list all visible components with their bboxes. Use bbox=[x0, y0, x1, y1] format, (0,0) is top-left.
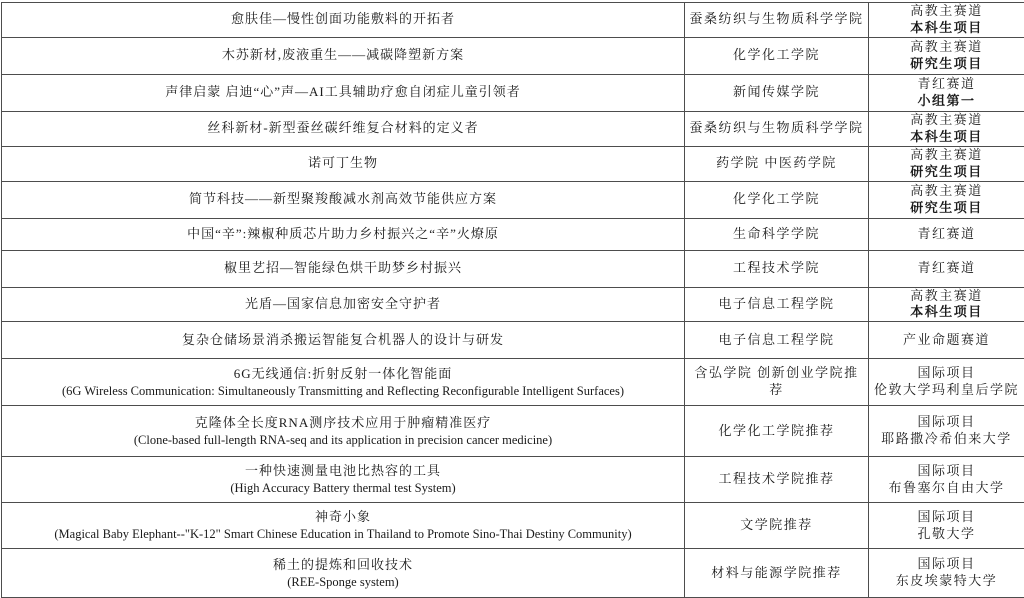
track-cell bbox=[869, 146, 1024, 181]
track-cell bbox=[869, 406, 1024, 457]
project-title-en: (REE-Sponge system) bbox=[6, 574, 680, 590]
project-cell bbox=[2, 74, 685, 111]
track-line-1: 青红赛道 bbox=[873, 226, 1020, 243]
table-row bbox=[2, 250, 1024, 287]
track-line-2: 布鲁塞尔自由大学 bbox=[873, 480, 1020, 497]
project-title-zh: 稀土的提炼和回收技术 bbox=[6, 557, 680, 574]
college-cell: 药学院 中医药学院 bbox=[685, 146, 869, 181]
project-cell bbox=[2, 3, 685, 38]
track-cell bbox=[869, 287, 1024, 322]
track-line-2: 研究生项目 bbox=[873, 200, 1020, 217]
track-cell bbox=[869, 3, 1024, 38]
project-title-zh: 复杂仓储场景消杀搬运智能复合机器人的设计与研发 bbox=[6, 332, 680, 349]
project-cell bbox=[2, 250, 685, 287]
college-cell: 工程技术学院 bbox=[685, 250, 869, 287]
table-row bbox=[2, 406, 1024, 457]
college-cell: 化学化工学院 bbox=[685, 37, 869, 74]
project-cell bbox=[2, 322, 685, 359]
track-line-1: 国际项目 bbox=[873, 556, 1020, 573]
table-row bbox=[2, 359, 1024, 406]
project-title-zh: 声律启蒙 启迪“心”声—AI工具辅助疗愈自闭症儿童引领者 bbox=[6, 84, 680, 101]
project-cell bbox=[2, 111, 685, 146]
college-cell: 材料与能源学院推荐 bbox=[685, 549, 869, 598]
project-title-zh: 一种快速测量电池比热容的工具 bbox=[6, 463, 680, 480]
project-title-zh: 木苏新材,废液重生——减碳降塑新方案 bbox=[6, 47, 680, 64]
table-row bbox=[2, 181, 1024, 218]
project-cell bbox=[2, 406, 685, 457]
track-line-1: 青红赛道 bbox=[873, 76, 1020, 93]
track-cell bbox=[869, 111, 1024, 146]
track-cell bbox=[869, 181, 1024, 218]
project-cell bbox=[2, 37, 685, 74]
project-title-zh: 诺可丁生物 bbox=[6, 155, 680, 172]
track-cell bbox=[869, 250, 1024, 287]
college-cell: 生命科学学院 bbox=[685, 218, 869, 250]
track-line-2: 本科生项目 bbox=[873, 129, 1020, 146]
college-cell: 蚕桑纺织与生物质科学学院 bbox=[685, 3, 869, 38]
track-line-2: 东皮埃蒙特大学 bbox=[873, 573, 1020, 590]
project-cell bbox=[2, 503, 685, 549]
project-title-zh: 中国“辛”:辣椒种质芯片助力乡村振兴之“辛”火燎原 bbox=[6, 226, 680, 243]
track-cell bbox=[869, 74, 1024, 111]
project-title-zh: 6G无线通信:折射反射一体化智能面 bbox=[6, 366, 680, 383]
project-cell bbox=[2, 457, 685, 503]
track-line-1: 国际项目 bbox=[873, 365, 1020, 382]
track-line-1: 国际项目 bbox=[873, 509, 1020, 526]
track-line-1: 高教主赛道 bbox=[873, 288, 1020, 305]
project-title-zh: 椒里艺招—智能绿色烘干助梦乡村振兴 bbox=[6, 260, 680, 277]
track-line-1: 高教主赛道 bbox=[873, 39, 1020, 56]
track-line-1: 高教主赛道 bbox=[873, 147, 1020, 164]
college-cell: 文学院推荐 bbox=[685, 503, 869, 549]
track-line-1: 高教主赛道 bbox=[873, 183, 1020, 200]
track-line-1: 国际项目 bbox=[873, 414, 1020, 431]
table-row bbox=[2, 457, 1024, 503]
college-cell: 含弘学院 创新创业学院推荐 bbox=[685, 359, 869, 406]
track-cell bbox=[869, 322, 1024, 359]
table-row bbox=[2, 287, 1024, 322]
table-row bbox=[2, 74, 1024, 111]
project-award-table bbox=[1, 2, 1024, 598]
project-cell bbox=[2, 218, 685, 250]
track-line-1: 青红赛道 bbox=[873, 260, 1020, 277]
college-cell: 蚕桑纺织与生物质科学学院 bbox=[685, 111, 869, 146]
table-row bbox=[2, 37, 1024, 74]
table-row bbox=[2, 549, 1024, 598]
project-cell bbox=[2, 549, 685, 598]
project-title-en: (High Accuracy Battery thermal test System) bbox=[6, 480, 680, 496]
project-title-zh: 光盾—国家信息加密安全守护者 bbox=[6, 296, 680, 313]
table-row bbox=[2, 146, 1024, 181]
college-cell: 工程技术学院推荐 bbox=[685, 457, 869, 503]
track-line-2: 耶路撒冷希伯来大学 bbox=[873, 431, 1020, 448]
project-title-zh: 神奇小象 bbox=[6, 509, 680, 526]
track-line-2: 研究生项目 bbox=[873, 56, 1020, 73]
project-cell bbox=[2, 146, 685, 181]
track-cell bbox=[869, 37, 1024, 74]
project-title-zh: 愈肤佳—慢性创面功能敷料的开拓者 bbox=[6, 11, 680, 28]
table-row bbox=[2, 218, 1024, 250]
project-title-en: (6G Wireless Communication: Simultaneously Transmitting and Reflecting Reconfigurable Intelligent Surfaces) bbox=[6, 383, 680, 399]
project-title-en: (Clone-based full-length RNA-seq and its application in precision cancer medicine) bbox=[6, 432, 680, 448]
project-cell bbox=[2, 181, 685, 218]
track-cell bbox=[869, 218, 1024, 250]
track-line-1: 国际项目 bbox=[873, 463, 1020, 480]
track-line-2: 小组第一 bbox=[873, 93, 1020, 110]
table-row bbox=[2, 503, 1024, 549]
project-cell bbox=[2, 287, 685, 322]
project-title-en: (Magical Baby Elephant--"K-12" Smart Chinese Education in Thailand to Promote Sino-Thai Destiny Community) bbox=[6, 526, 680, 542]
track-line-1: 高教主赛道 bbox=[873, 112, 1020, 129]
table-row bbox=[2, 111, 1024, 146]
track-line-2: 本科生项目 bbox=[873, 304, 1020, 321]
track-line-2: 孔敬大学 bbox=[873, 526, 1020, 543]
college-cell: 化学化工学院推荐 bbox=[685, 406, 869, 457]
track-cell bbox=[869, 457, 1024, 503]
track-line-2: 伦敦大学玛利皇后学院 bbox=[873, 382, 1020, 399]
track-line-1: 高教主赛道 bbox=[873, 3, 1020, 20]
college-cell: 化学化工学院 bbox=[685, 181, 869, 218]
track-cell bbox=[869, 503, 1024, 549]
project-title-zh: 克隆体全长度RNA测序技术应用于肿瘤精准医疗 bbox=[6, 415, 680, 432]
project-title-zh: 丝科新材-新型蚕丝碳纤维复合材料的定义者 bbox=[6, 120, 680, 137]
college-cell: 电子信息工程学院 bbox=[685, 287, 869, 322]
track-line-1: 产业命题赛道 bbox=[873, 332, 1020, 349]
college-cell: 新闻传媒学院 bbox=[685, 74, 869, 111]
table-row bbox=[2, 322, 1024, 359]
table-row bbox=[2, 3, 1024, 38]
track-cell bbox=[869, 549, 1024, 598]
track-line-2: 本科生项目 bbox=[873, 20, 1020, 37]
track-line-2: 研究生项目 bbox=[873, 164, 1020, 181]
project-title-zh: 简节科技——新型聚羧酸减水剂高效节能供应方案 bbox=[6, 191, 680, 208]
project-cell bbox=[2, 359, 685, 406]
track-cell bbox=[869, 359, 1024, 406]
college-cell: 电子信息工程学院 bbox=[685, 322, 869, 359]
